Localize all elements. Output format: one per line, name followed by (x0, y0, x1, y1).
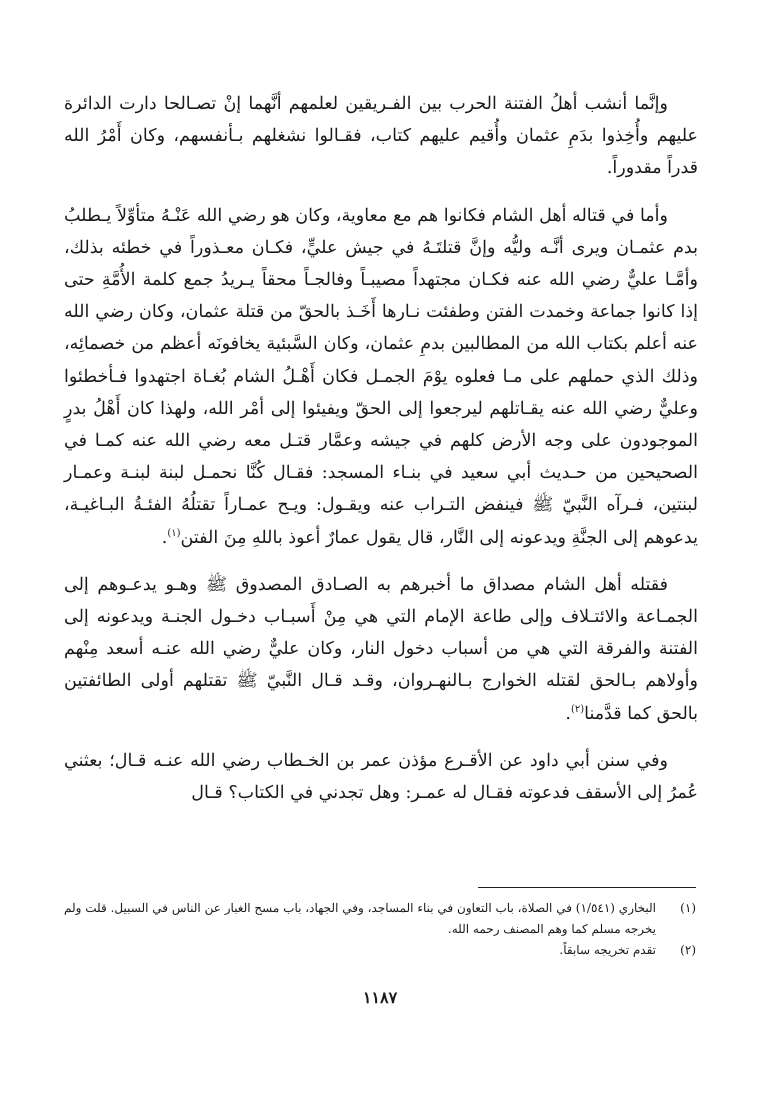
main-text (64, 88, 698, 809)
page-number: ١١٨٧ (362, 988, 398, 1007)
footnote-1-number: (١) (680, 901, 696, 915)
footnote-1-text: البخاري (١/٥٤١) في الصلاة، باب التعاون في بناء المساجد، وفي الجهاد، باب مسح الغبار عن الناس في السبيل. قلت ولم يخرجه مسلم كما وهم المصنف رحمه الله. (64, 901, 657, 936)
footnote-1 (64, 898, 696, 940)
paragraph-2-text: وأما في قتاله أهل الشام فكانوا هم مع معاوية، وكان هو رضي الله عَنْـهُ متأوِّلاً يـطلبُ بدم عثمـان ويرى أنَّـه وليُّه وإنَّ قتلتَـهُ في جيش عليٍّ، فكـان معـذوراً في خطئه بذلك، وأمَّـا عليٌّ رضي الله عنه فكـان مجتهداً مصيبـاً وفالجـاً محقاً يـريدُ جمع كلمة الأُمَّةِ حتى إذا كانوا جماعة وخمدت الفتن وطفئت نـارها أَخَـذ بالحقّ من قتلة عثمان، وكان رضي الله عنه أعلم بكتاب الله من المطالبين بدمِ عثمان، وكان السَّبئية يخافونَه أعظم من خصمائِه، وذلك الذي حملهم على مـا فعلوه يوْمَ الجمـل فكان أَهْـلُ الشام بُغـاة اجتهدوا فـأخطئوا وعليٌّ رضي الله عنه يقـاتلهم ليرجعوا إلى الحقّ ويفيئوا إلى أمْر الله، ولهذا كان أَهْلُ بدرٍ الموجودون على وجه الأرض كلهم في جيشه وعمَّار قتـل معه رضي الله عنه كمـا في الصحيحين من حـديث أبي سعيد في بنـاء المسجد: فقـال كُنَّا نحمـل لبنة لبنـة وعمـار لبنتين، فـرآه النَّبيّ ﷺ فينفض التـراب عنه ويقـول: ويـح عمـاراً تقتلُهُ الفئـةُ البـاغيـة، يدعوهم إلى الجنَّةِ ويدعونه إلى النَّار، قال يقول عمارٌ أعوذ باللهِ مِنَ الفتن (64, 205, 698, 548)
footnotes (64, 898, 696, 961)
footnote-divider (478, 887, 696, 888)
paragraph-3-text: فقتله أهل الشام مصداق ما أخبرهم به الصـادق المصدوق ﷺ وهـو يدعـوهم إلى الجمـاعة والائتـلاف وإلى طاعة الإمام التي هي مِنْ أَسبـاب دخـول الجنـة ويدعونه إلى الفتنة والفرقة التي هي من أسباب دخول النار، وكان عليٌّ رضي الله عنـه أسعد مِنْهم وأولاهم بـالحق لقتله الخوارج بـالنهـروان، وقـد قـال النَّبيّ ﷺ تقتلهم أولى الطائفتين بالحق كما قدَّمنا (64, 574, 698, 724)
paragraph-3: فقتله أهل الشام مصداق ما أخبرهم به الصـادق المصدوق ﷺ وهـو يدعـوهم إلى الجمـاعة والائتـلاف وإلى طاعة الإمام التي هي مِنْ أَسبـاب دخـول الجنـة ويدعونه إلى الفتنة والفرقة التي هي من أسباب دخول النار، وكان عليٌّ رضي الله عنـه أسعد مِنْهم وأولاهم بـالحق لقتله الخوارج بـالنهـروان، وقـد قـال النَّبيّ ﷺ تقتلهم أولى الطائفتين بالحق كما قدَّمنا$^{(٢)}$. (64, 574, 698, 724)
paragraph-2: وأما في قتاله أهل الشام فكانوا هم مع معاوية، وكان هو رضي الله عَنْـهُ متأوِّلاً يـطلبُ بدم عثمـان ويرى أنَّـه وليُّه وإنَّ قتلتَـهُ في جيش عليٍّ، فكـان معـذوراً في خطئه بذلك، وأمَّـا عليٌّ رضي الله عنه فكـان مجتهداً مصيبـاً وفالجـاً محقاً يـريدُ جمع كلمة الأُمَّةِ حتى إذا كانوا جماعة وخمدت الفتن وطفئت نـارها أَخَـذ بالحقّ من قتلة عثمان، وكان رضي الله عنه أعلم بكتاب الله من المطالبين بدمِ عثمان، وكان السَّبئية يخافونَه أعظم من خصمائِه، وذلك الذي حملهم على مـا فعلوه يوْمَ الجمـل فكان أَهْـلُ الشام بُغـاة اجتهدوا فـأخطئوا وعليٌّ رضي الله عنه يقـاتلهم ليرجعوا إلى الحقّ ويفيئوا إلى أمْر الله، ولهذا كان أَهْلُ بدرٍ الموجودون على وجه الأرض كلهم في جيشه وعمَّار قتـل معه رضي الله عنه كمـا في الصحيحين من حـديث أبي سعيد في بنـاء المسجد: فقـال كُنَّا نحمـل لبنة لبنـة وعمـار لبنتين، فـرآه النَّبيّ ﷺ فينفض التـراب عنه ويقـول: ويـح عمـاراً تقتلُهُ الفئـةُ البـاغيـة، يدعوهم إلى الجنَّةِ ويدعونه إلى النَّار، قال يقول عمارٌ أعوذ باللهِ مِنَ الفتن$^{(١)}$. (64, 205, 698, 548)
paragraph-4 (64, 745, 698, 809)
footnote-2-number: (٢) (680, 943, 696, 957)
paragraph-1-text: وإنَّما أنشب أهلُ الفتنة الحرب بين الفـريقين لعلمهم أنَّهما إنْ تصـالحا دارت الدائرة عليهم وأُخِذوا بدَمِ عثمان وأُقيم عليهم كتاب، فقـالوا نشغلهم بـأنفسهم، وكان أَمْرُ الله قدراً مقدوراً. (64, 94, 698, 179)
footnote-2-text: تقدم تخريجه سابقاً. (559, 943, 656, 957)
paragraph-4-text: وفي سنن أبي داود عن الأقـرع مؤذن عمر بن الخـطاب رضي الله عنـه قـال؛ بعثني عُمرُ إلى الأسقف فدعوته فقـال له عمـر: وهل تجدني في الكتاب؟ قـال (64, 750, 698, 804)
footnote-marker-1: (١) (167, 527, 181, 539)
paragraph-1 (64, 88, 698, 185)
footnote-marker-2: (٢) (570, 703, 585, 715)
footnote-2 (64, 940, 696, 961)
